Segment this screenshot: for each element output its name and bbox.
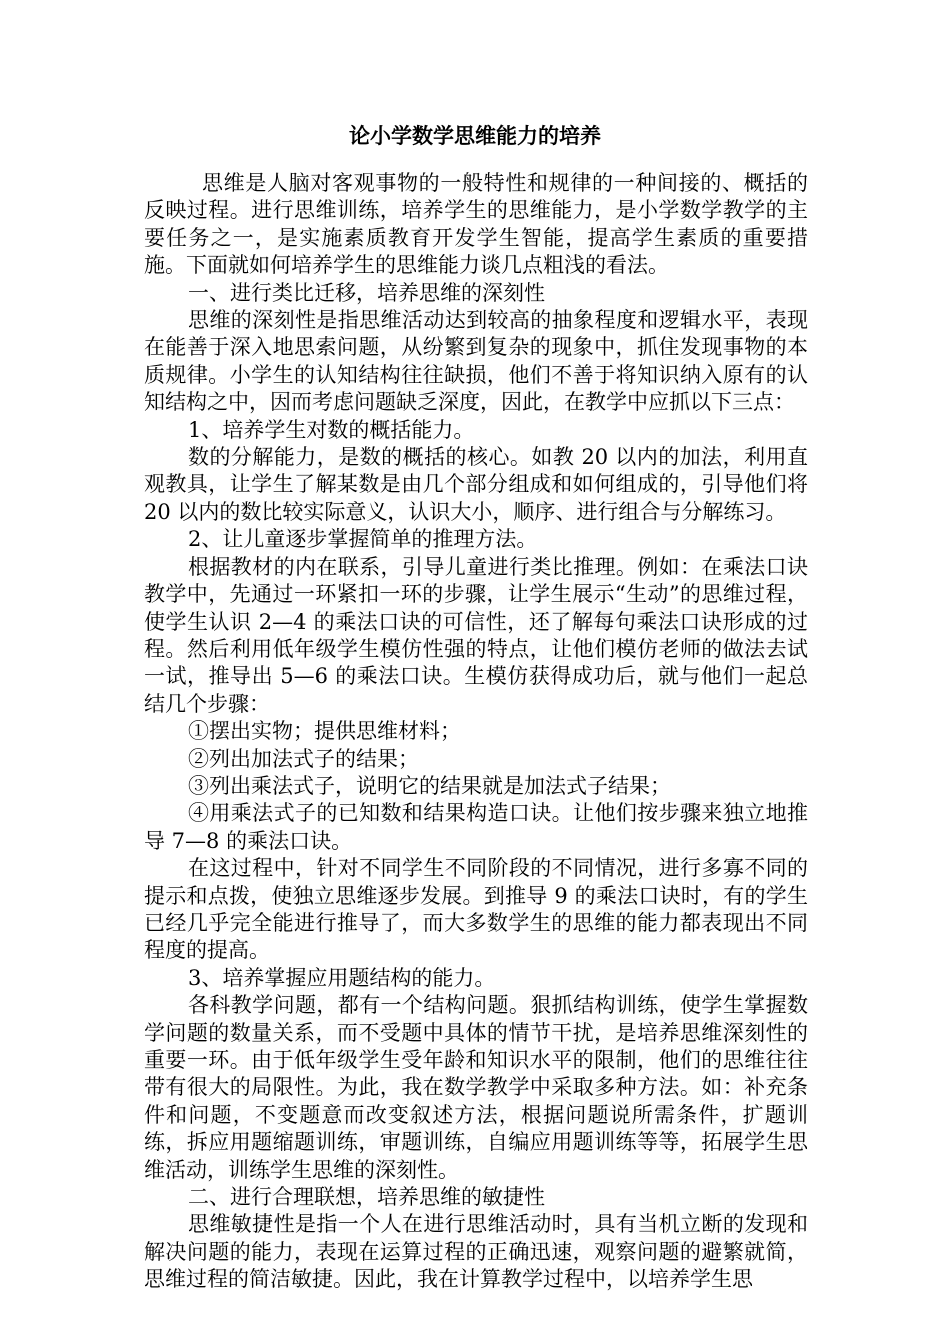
subheading-1: 1、培养学生对数的概括能力。: [188, 417, 475, 442]
paragraph: 各科教学问题，都有一个结构问题。狠抓结构训练，使学生掌握数学问题的数量关系，而不受题中具体的情节干扰，是培养思维深刻性的重要一环。由于低年级学生受年龄和知识水平的限制，他们的思维往往带有很大的局限性。为此，我在数学教学中采取多种方法。如：补充条件和问题，不变题意而改变叙述方法，根据问题说所需条件，扩题训练，拆应用题缩题训练，审题训练，自编应用题训练等等，拓展学生思维活动，训练学生思维的深刻性。: [144, 993, 808, 1182]
paragraph: 数的分解能力，是数的概括的核心。如教 20 以内的加法，利用直观教具，让学生了解某数是由几个部分组成和如何组成的，引导他们将 20 以内的数比较实际意义，认识大小，顺序、进行组合与分解练习。: [144, 445, 808, 524]
subheading-2: 2、让儿童逐步掌握简单的推理方法。: [188, 527, 538, 552]
step-item: ②列出加法式子的结果；: [188, 746, 419, 771]
step-item: ③列出乘法式子，说明它的结果就是加法式子结果；: [188, 773, 671, 798]
paragraph: 思维的深刻性是指思维活动达到较高的抽象程度和逻辑水平，表现在能善于深入地思索问题，从纷繁到复杂的现象中，抓住发现事物的本质规律。小学生的认知结构往往缺损，他们不善于将知识纳入原有的认知结构之中，因而考虑问题缺乏深度，因此，在教学中应抓以下三点：: [144, 308, 808, 415]
document-body: [144, 170, 808, 1294]
paragraph: 思维敏捷性是指一个人在进行思维活动时，具有当机立断的发现和解决问题的能力，表现在运算过程的正确迅速，观察问题的避繁就简，思维过程的简洁敏捷。因此，我在计算教学过程中，以培养学生思: [144, 1212, 808, 1292]
step-item: ①摆出实物；提供思维材料；: [188, 719, 461, 744]
paragraph: 根据教材的内在联系，引导儿童进行类比推理。例如：在乘法口诀教学中，先通过一环紧扣一环的步骤，让学生展示“生动”的思维过程，使学生认识 2—4 的乘法口诀的可信性，还了解每句乘法口诀形成的过程。然后利用低年级学生模仿性强的特点，让他们模仿老师的做法去试一试，推导出 5—6 的乘法口诀。生模仿获得成功后，就与他们一起总结几个步骤：: [144, 554, 808, 716]
subheading-3: 3、培养掌握应用题结构的能力。: [188, 965, 496, 990]
document-title: 论小学数学思维能力的培养: [349, 124, 601, 148]
paragraph: 在这过程中，针对不同学生不同阶段的不同情况，进行多寡不同的提示和点拨，使独立思维逐步发展。到推导 9 的乘法口诀时，有的学生已经几乎完全能进行推导了，而大多数学生的思维的能力都表现出不同程度的提高。: [144, 856, 808, 963]
section-heading-1: 一、进行类比迁移，培养思维的深刻性: [188, 280, 545, 305]
step-item: ④用乘法式子的已知数和结果构造口诀。让他们按步骤来独立地推导 7—8 的乘法口诀。: [144, 801, 808, 853]
section-heading-2: 二、进行合理联想，培养思维的敏捷性: [188, 1185, 545, 1210]
intro-paragraph: 思维是人脑对客观事物的一般特性和规律的一种间接的、概括的反映过程。进行思维训练，培养学生的思维能力，是小学数学教学的主要任务之一，是实施素质教育开发学生智能，提高学生素质的重要措施。下面就如何培养学生的思维能力谈几点粗浅的看法。: [144, 171, 808, 278]
